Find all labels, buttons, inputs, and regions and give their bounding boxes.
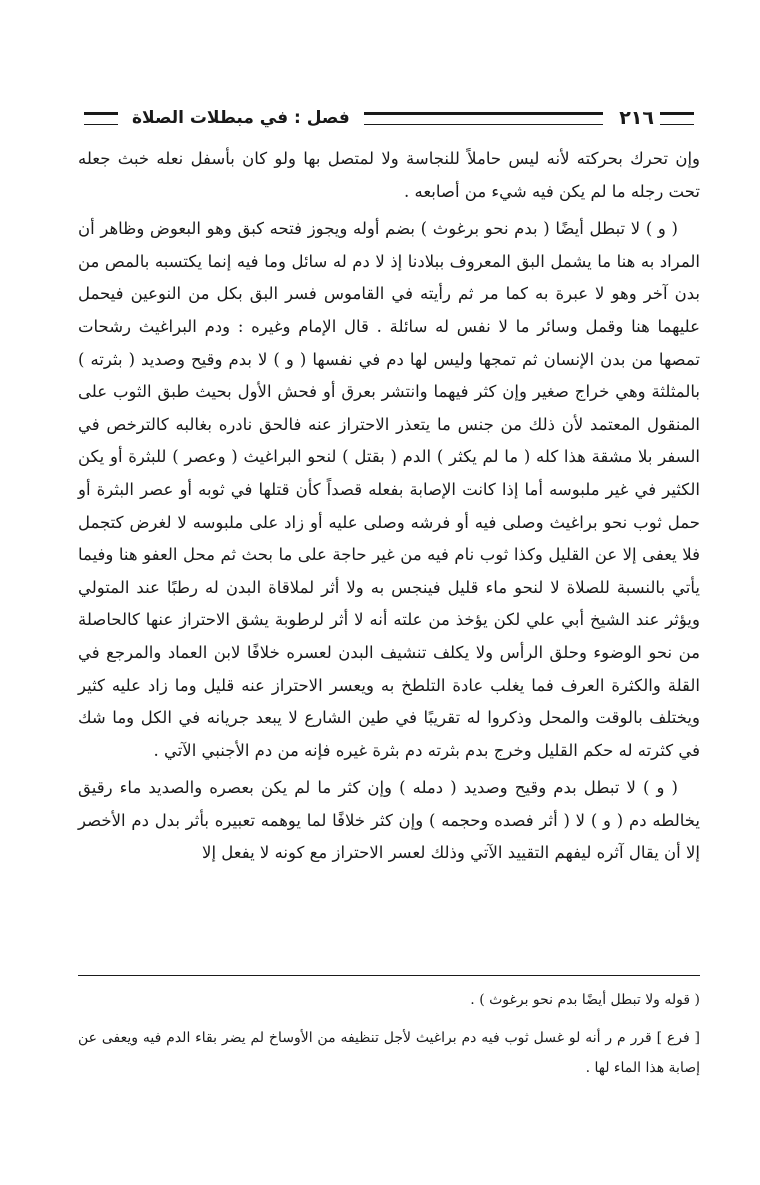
paragraph: ( و ) لا تبطل بدم وقيح وصديد ( دمله ) وإن كثر ما لم يكن بعصره والصديد ماء رقيق يخالطه دم ( و ) لا ( أثر فصده وحجمه ) وإن كثر خلافًا لما يوهمه تعبيره بأثر بدل دم الأخصر إلا أن يقال آثره ليفهم التقييد الآتي وذلك لعسر الاحتراز مع كونه لا يفعل إلا <box>78 778 700 863</box>
paragraph-continued: وإن تحرك بحركته لأنه ليس حاملاً للنجاسة ولا لمتصل بها ولو كان بأسفل نعله خبث جعله تحت رجله ما لم يكن فيه شيء من أصابعه . <box>78 149 700 201</box>
main-text <box>78 143 700 870</box>
page-number: ٢١٦ <box>619 107 654 129</box>
header-rule-right <box>660 112 694 125</box>
footnote-heading: ( قوله ولا تبطل أيضًا بدم نحو برغوث ) . <box>470 992 700 1008</box>
header-rule-left <box>84 112 118 125</box>
footnote-separator <box>78 975 700 976</box>
running-header <box>78 98 700 138</box>
paragraph: ( و ) لا تبطل أيضًا ( بدم نحو برغوث ) بضم أوله ويجوز فتحه كبق وهو البعوض وظاهر أن المراد به هنا ما يشمل البق المعروف ببلادنا إذ لا دم له سائل وما فيه إنما يكتسبه بالمص من بدن آخر وهو لا عبرة به كما مر ثم رأيته في القاموس فسر البق بكل من النوعين فيحمل عليهما هنا وقمل وسائر ما لا نفس له سائلة . قال الإمام وغيره : ودم البراغيث رشحات تمصها من بدن الإنسان ثم تمجها وليس لها دم في نفسها ( و ) لا بدم وقيح وصديد ( بثرته ) بالمثلثة وهي خراج صغير وإن كثر فيهما وانتشر بعرق أو فحش الأول بحيث طبق الثوب على المنقول المعتمد لأن ذلك من جنس ما يتعذر الاحتراز عنه فالحق نادره بغالبه كالترخص في السفر بلا مشقة هذا كله ( ما لم يكثر ) الدم ( بقتل ) لنحو البراغيث ( وعصر ) للبثرة أو يكن الكثير في غير ملبوسه أما إذا كانت الإصابة بفعله قصداً كأن قتلها في ثوبه أو عصر البثرة أو حمل ثوب نحو براغيث وصلى فيه أو فرشه وصلى عليه أو زاد على ملبوسه لا لغرض كتجمل فلا يعفى إلا عن القليل وكذا ثوب نام فيه من غير حاجة على ما بحث ثم محل العفو هنا وفيما يأتي بالنسبة للصلاة لا لنحو ماء قليل فينجس به ولا أثر لملاقاة البدن له رطبًا عند المتولي ويؤثر عند الشيخ أبي علي لكن يؤخذ من علته أنه لا أثر لرطوبة يشق الاحتراز عنها كالحاصلة من نحو الوضوء وحلق الرأس ولا يكلف تنشيف البدن لعسره خلافًا لابن العماد والمرجع في القلة والكثرة العرف فما يغلب عادة التلطخ به ويعسر الاحتراز عنه قليل وما زاد عليه كثير ويختلف بالوقت والمحل وذكروا له تقريبًا في طين الشارع لا يبعد جريانه في الكل وما شك في كثرته له حكم القليل وخرج بدم بثرته دم بثرة غيره فإنه من دم الأجنبي الآتي . <box>78 219 700 760</box>
chapter-title: فصل : في مبطلات الصلاة <box>132 108 350 128</box>
footnotes <box>78 985 700 1083</box>
header-rule-middle <box>364 112 603 125</box>
footnote-text: [ فرع ] قرر م ر أنه لو غسل ثوب فيه دم براغيث لأجل تنظيفه من الأوساخ لم يضر بقاء الدم فيه ويعفى عن إصابة هذا الماء لها . <box>78 1030 700 1076</box>
